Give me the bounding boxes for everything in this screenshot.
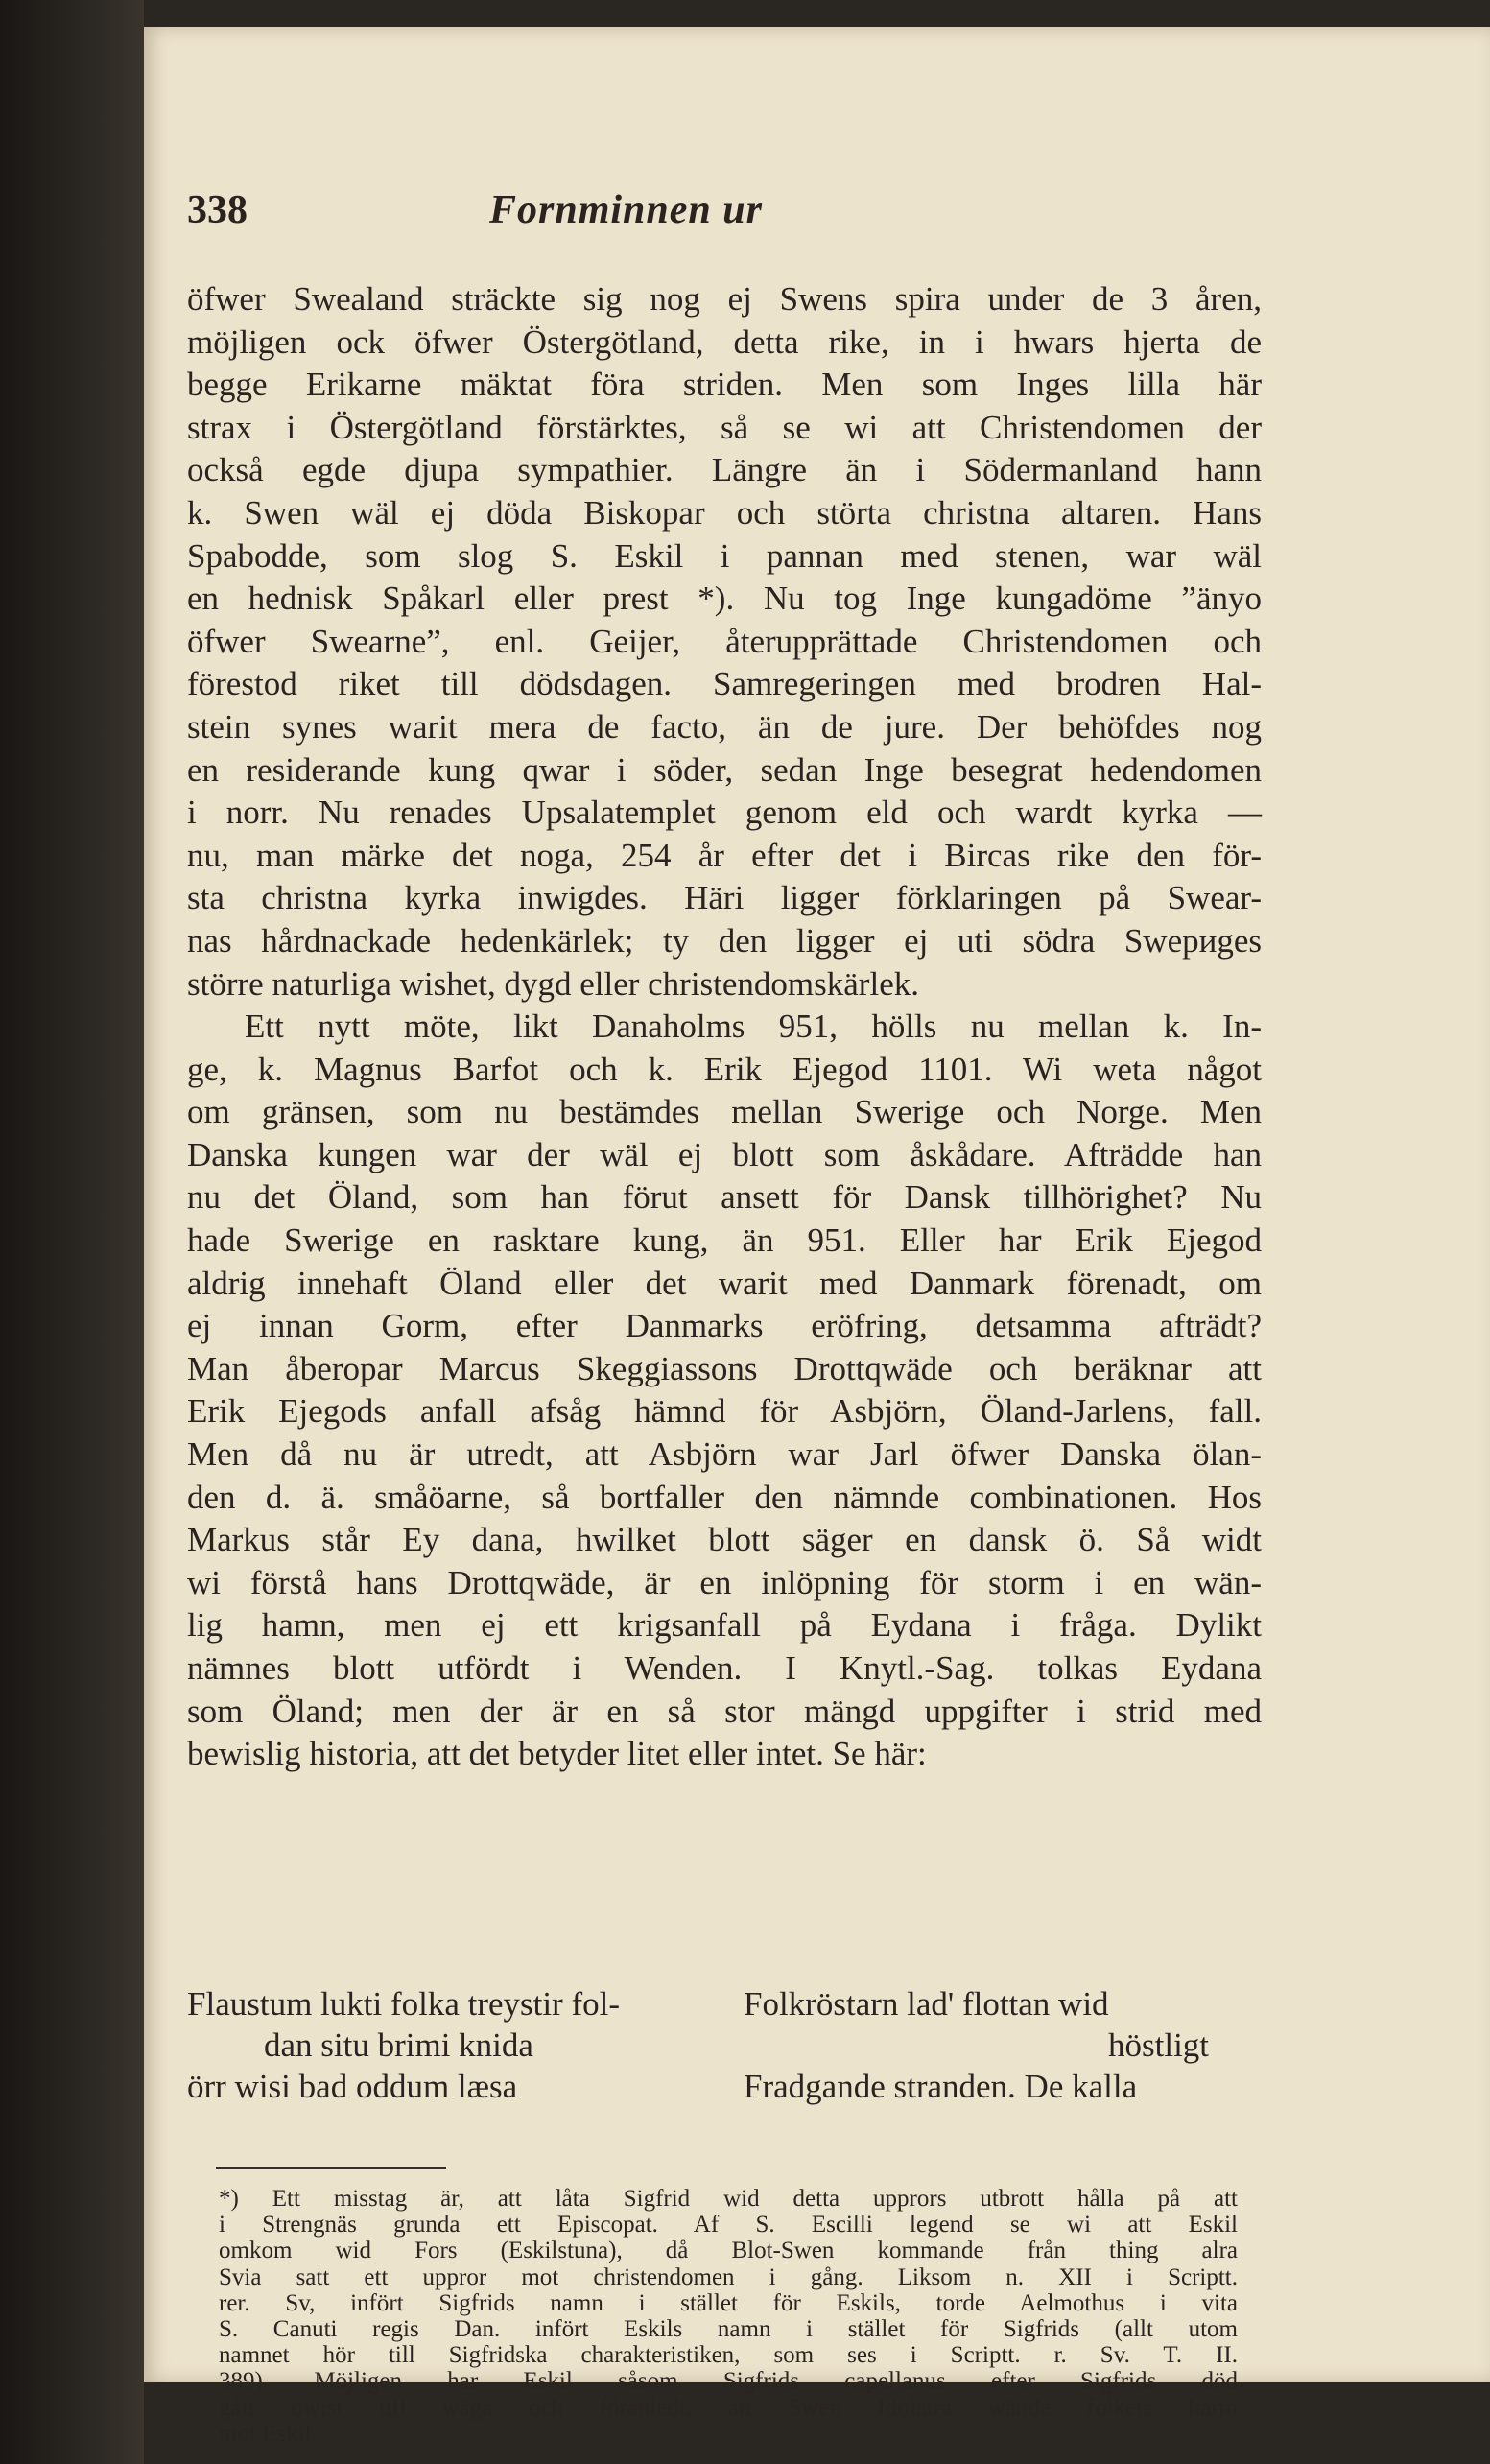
footnote-line: mot Eskil. bbox=[219, 2420, 318, 2447]
text-line: Men då nu är utredt, att Asbjörn war Jarl öfwer Danska ölan- bbox=[187, 1435, 1262, 1474]
text-line: Ett nytt möte, likt Danaholms 951, hölls nu mellan k. In- bbox=[245, 1007, 1262, 1046]
text-line: stein synes warit mera de facto, än de jure. Der behöfdes nog bbox=[187, 707, 1262, 746]
text-line: också egde djupa sympathier. Längre än i Södermanland hann bbox=[187, 451, 1262, 489]
page-header bbox=[187, 187, 1242, 245]
footnote-line: i Strengnäs grunda ett Episcopat. Af S. Escilli legend se wi att Eskil bbox=[219, 2212, 1238, 2239]
verse-right-line: Fradgande stranden. De kalla bbox=[744, 2068, 1138, 2105]
verse-right-line: höstligt bbox=[1108, 2026, 1210, 2064]
text-line: öfwer Swealand sträckte sig nog ej Swens spira under de 3 åren, bbox=[187, 280, 1262, 318]
verse-row bbox=[187, 2025, 1262, 2066]
text-line: hade Swerige en rasktare kung, än 951. Eller har Erik Ejegod bbox=[187, 1221, 1262, 1260]
text-line: bewislig historia, att det betyder litet eller intet. Se här: bbox=[187, 1735, 927, 1773]
footnote-line: omkom wid Fors (Eskilstuna), då Blot-Swen kommande från thing alra bbox=[219, 2238, 1238, 2264]
text-line: ge, k. Magnus Barfot och k. Erik Ejegod 1101. Wi weta något bbox=[187, 1050, 1262, 1088]
paragraph-1 bbox=[187, 278, 1262, 1006]
text-line: aldrig innehaft Öland eller det warit med Danmark förenadt, om bbox=[187, 1264, 1262, 1302]
footnote bbox=[192, 2186, 1238, 2447]
verse-left-line: Flaustum lukti folka treystir fol- bbox=[187, 1985, 621, 2023]
paragraph-2 bbox=[187, 1006, 1262, 1776]
text-line: nu det Öland, som han förut ansett för Dansk tillhörighet? Nu bbox=[187, 1178, 1262, 1217]
text-line: Man åberopar Marcus Skeggiassons Drottqwäde och beräknar att bbox=[187, 1349, 1262, 1387]
text-line: nas hårdnackade hedenkärlek; ty den ligger ej uti södra Swериges bbox=[187, 921, 1262, 960]
verse-right-line: Folkröstarn lad' flottan wid bbox=[744, 1985, 1109, 2023]
verse-row bbox=[187, 1983, 1262, 2025]
text-line: ej innan Gorm, efter Danmarks eröfring, detsamma afträdt? bbox=[187, 1307, 1262, 1345]
text-line: k. Swen wäl ej döda Biskopar och störta christna altaren. Hans bbox=[187, 493, 1262, 532]
footnote-line: rer. Sv, infört Sigfrids namn i stället för Eskils, torde Aelmothus i vita bbox=[219, 2289, 1238, 2316]
text-line: möjligen ock öfwer Östergötland, detta rike, in i hwars hjerta de bbox=[187, 322, 1262, 361]
text-line: större naturliga wishet, dygd eller christendomskärlek. bbox=[187, 964, 919, 1003]
text-line: öfwer Swearne”, enl. Geijer, återupprättade Christendomen och bbox=[187, 622, 1262, 660]
text-line: Danska kungen war der wäl ej blott som åskådare. Afträdde han bbox=[187, 1135, 1262, 1173]
body-text bbox=[187, 278, 1262, 1776]
text-line: som Öland; men der är en så stor mängd uppgifter i strid med bbox=[187, 1692, 1262, 1730]
text-line: sta christna kyrka inwigdes. Häri ligger förklaringen på Swear- bbox=[187, 879, 1262, 917]
footnote-line: 389). Möjligen har Eskil såsom Sigfrids capellanus efter Sigfrids död bbox=[219, 2368, 1238, 2395]
verse-left-line: dan situ brimi knida bbox=[264, 2026, 533, 2064]
text-line: i norr. Nu renades Upsalatemplet genom eld och wardt kyrka — bbox=[187, 794, 1262, 832]
text-line: begge Erikarne mäktat föra striden. Men som Inges lilla här bbox=[187, 366, 1262, 404]
text-line: om gränsen, som nu bestämdes mellan Swerige och Norge. Men bbox=[187, 1093, 1262, 1131]
page-number: 338 bbox=[187, 188, 248, 232]
verse-row bbox=[187, 2066, 1262, 2107]
footnote-line: namnet hör till Sigfridska charakteristiken, som ses i Scriptt. r. Sv. T. II. bbox=[219, 2342, 1238, 2369]
verse-block bbox=[187, 1983, 1262, 2107]
text-line: Markus står Ey dana, hwilket blott säger en dansk ö. Så widt bbox=[187, 1521, 1262, 1559]
running-head: Fornminnen ur bbox=[489, 188, 763, 232]
text-line: Spabodde, som slog S. Eskil i pannan med stenen, war wäl bbox=[187, 536, 1262, 575]
footnote-line: S. Canuti regis Dan. infört Eskils namn i stället för Sigfrids (allt utom bbox=[219, 2316, 1238, 2343]
text-line: den d. ä. småöarne, så bortfaller den nämnde combinationen. Hos bbox=[187, 1478, 1262, 1516]
text-line: förestod riket till dödsdagen. Samregeringen med brodren Hal- bbox=[187, 665, 1262, 703]
verse-left-line: örr wisi bad oddum læsa bbox=[187, 2068, 518, 2105]
text-line: en residerande kung qwar i söder, sedan Inge besegrat hedendomen bbox=[187, 750, 1262, 789]
text-line: lig hamn, men ej ett krigsanfall på Eydana i fråga. Dylikt bbox=[187, 1606, 1262, 1645]
text-line: nu, man märke det noga, 254 år efter det i Bircas rike den för- bbox=[187, 836, 1262, 874]
footnote-line: gått owist till wäga och föranledt, att Swen Idolatra wände folkets harm bbox=[219, 2394, 1238, 2421]
book-binding-edge bbox=[0, 0, 144, 2464]
footnote-rule bbox=[216, 2167, 446, 2169]
footnote-line: *) Ett misstag är, att låta Sigfrid wid detta upprors utbrott hålla på att bbox=[219, 2186, 1238, 2212]
text-line: wi förstå hans Drottqwäde, är en inlöpning för storm i en wän- bbox=[187, 1563, 1262, 1601]
text-line: en hednisk Spåkarl eller prest *). Nu tog Inge kungadöme ”änyo bbox=[187, 580, 1262, 618]
text-line: strax i Östergötland förstärktes, så se wi att Christendomen der bbox=[187, 408, 1262, 446]
text-line: nämnes blott utfördt i Wenden. I Knytl.-Sag. tolkas Eydana bbox=[187, 1649, 1262, 1687]
text-line: Erik Ejegods anfall afsåg hämnd för Asbjörn, Öland-Jarlens, fall. bbox=[187, 1392, 1262, 1431]
footnote-line: Svia satt ett uppror mot christendomen i gång. Liksom n. XII i Scriptt. bbox=[219, 2263, 1238, 2290]
